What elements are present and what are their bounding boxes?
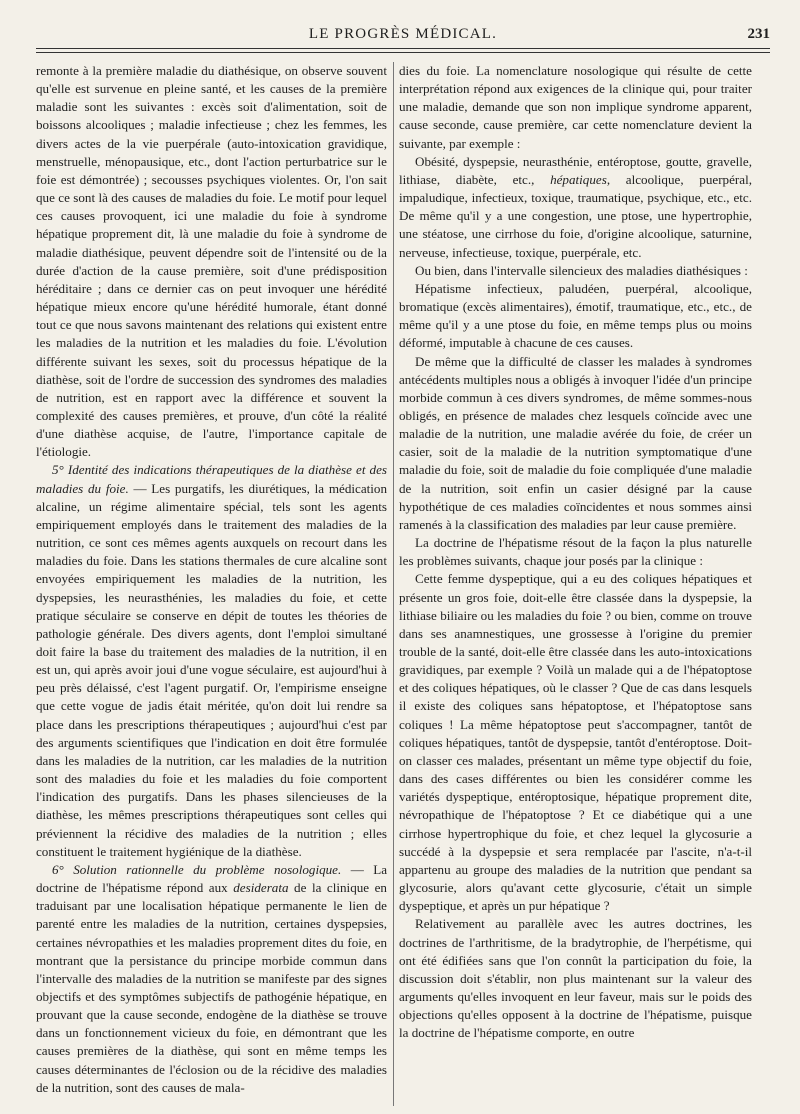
paragraph: Ou bien, dans l'intervalle silencieux des maladies diathésiques : <box>415 262 748 278</box>
paragraph: La doctrine de l'hépatisme résout de la façon la plus naturelle les problèmes suivants, chaque jour posés par la clinique : <box>399 535 752 569</box>
section-6-text-b: de la clinique en traduisant par une localisation hépatique permanente le lien de parenté entre les maladies de la nutrition, certaines dyspepsies, certaines névropathies et les maladies proprement dites du foie, en montrant que la persistance du principe morbide commun dans l'intervalle des maladies de la nutrition se manifeste par des signes objectifs et des symptômes subjectifs de pathogénie hépatique, en prouvant que la cause seconde, endogène de la diathèse se trouve dans un fonctionnement vicieux du foie, en démontrant que les causes premières de la diathèse, qui sont en même temps les causes déterminantes de l'éclosion ou de la récidive des maladies de la nutrition, sont des causes de mala- <box>36 880 387 1095</box>
section-6-text-a: — La doctrine de l'hépatisme répond aux <box>36 861 387 896</box>
paragraph: Hépatisme infectieux, paludéen, puerpéral, alcoolique, bromatique (excès alimentaires), émotif, traumatique, etc., etc., de même qu'il y a une ptose du foie, en même temps plus ou moins déformé, imputable à chacune de ces causes. <box>399 280 752 351</box>
paragraph: De même que la difficulté de classer les malades à syndromes antécédents multiples nous a obligés à invoquer l'idée d'un principe morbide commun à ces divers syndromes, de même sommes-nous obligés, en présence de malades chez lesquels coïncide avec une maladie de la nutrition, une maladie avérée du foie, de créer un casier, soit de la maladie de la nutrition symptomatique d'une maladie du foie, soit de maladie du foie compliquée d'une maladie de la nutrition, soit enfin un casier désigné par la cause hypothétique de ces maladies coïncidentes et nous sommes ainsi ramenés à la classification des maladies par leur cause première. <box>399 353 752 532</box>
paragraph: remonte à la première maladie du diathésique, on observe souvent qu'elle est survenue en pleine santé, et les causes de la première maladie sont les suivantes : excès soit d'alimentation, soit de boissons alcooliques ; maladie infectieuse ; chez les femmes, les divers actes de la vie puerpérale (auto-intoxication gravidique, menstruelle, ménopausique, etc., dont l'action perturbatrice sur le foie est démontrée) ; secousses psychiques violentes. Or, l'on sait que ce sont là des causes de maladies du foie. Le motif pour lequel ces causes provoquent, ici une maladie du foie à syndrome hépatique proprement dit, là une maladie du foie à syndrome de maladie diathésique, peuvent dépendre soit de l'intensité ou de la durée d'action de la cause première, soit d'une prédisposition héréditaire ; dans ce dernier cas on peut invoquer une hérédité hépatique mieux encore qu'une hérédité humorale, étant donné tout ce que nous savons maintenant des relations qui existent entre les maladies de la nutrition et les maladies du foie. L'évolution différente suivant les sexes, soit du processus hépatique de la diathèse, soit de l'ordre de succession des syndromes des maladies de nutrition, est en rapport avec la différence et souvent la complexité des causes premières, et prouve, d'un côté la réalité d'une diathèse acquise, de l'autre, l'importance capitale de l'étiologie. <box>36 63 387 460</box>
section-5-text: — Les purgatifs, les diurétiques, la médication alcaline, un régime alimentaire spécial, tels sont les agents empiriquement employés dans le traitement des maladies de la nutrition, ce sont ces mêmes agents auxquels on recourt dans les maladies du foie. Dans les stations thermales de cure alcaline sont envoyées empiriquement les maladies de la nutrition, les dyspepsies, les neurasthénies, les maladies du foie, et cette pratique séculaire se conserve en dépit de toutes les théories de pathologie générale. Des divers agents, dont l'emploi simultané doit faire la base du traitement des maladies de la nutrition, il en est un, qui après avoir joui d'une vogue séculaire, est aujourd'hui à peu près délaissé, c'est l'agent purgatif. Or, l'empirisme enseigne que cette vogue de jadis était méritée, qu'on doit lui rendre sa place dans les prescriptions thérapeutiques ; aujourd'hui c'est par des arguments scientifiques que l'indication en doit être formulée dans les maladies de la nutrition, car les maladies de la nutrition sont des maladies du foie et les maladies du foie comportent l'indication des purgatifs. Dans les phases silencieuses de la diathèse, les mêmes prescriptions thérapeutiques sont celles qui préviennent la récidive des maladies de la nutrition ; elles constituent le traitement hygiénique de la diathèse. <box>36 480 387 859</box>
paragraph: Relativement au parallèle avec les autres doctrines, les doctrines de l'arthritisme, de la bradytrophie, de l'herpétisme, qui ont été édifiées sans que l'on connût la participation du foie, la discussion doit s'établir, non plus maintenant sur la valeur des arguments qu'elles invoquent en leur faveur, mais sur le poids des objections qu'elles opposent à la doctrine de l'hépatisme, puisque la doctrine de l'hépatisme comporte, en outre <box>399 916 752 1041</box>
section-5-title: 5° Identité des indications thérapeutiques de la diathèse et des maladies du foie. <box>36 462 387 496</box>
paragraph-list <box>399 153 752 262</box>
paragraph: Cette femme dyspeptique, qui a eu des coliques hépatiques et présente un gros foie, doit-elle être classée dans la dyspepsie, la lithiase biliaire ou les maladies du foie ? ou bien, comme on trouve dans ses anamnestiques, une grossesse à l'origine du premier trouble de la santé, doit-elle être classée dans les auto-intoxications gravidiques, par exemple ? Voilà un malade qui a de l'hépatoptose et des coliques hépatiques, où le classer ? Que de cas dans lesquels il existe des coliques sans hépatoptose, et l'hépatoptose sans coliques ! La même hépatoptose peut s'accompagner, tantôt de coliques hépatiques, tantôt de dyspepsie, tantôt d'entéroptose. Doit-on classer ces malades, présentant un même type objectif du foie, dans des cases différentes ou bien les considérer comme les variétés dyspeptique, entéroptosique, hépatique proprement dite, névropathique de l'hépatoptose ? Et ce diabétique qui a une cirrhose hypertrophique du foie, et chez lequel la glycosurie a succédé à la dyspepsie et sera remplacée par l'ascite, n'a-t-il appartenu au groupe des maladies de la nutrition que pendant sa glycosurie, alors qu'avant cette glycosurie, c'était un simple dyspeptique, et après un pur hépatique ? <box>399 571 752 914</box>
header-rule-top <box>36 48 770 49</box>
header-rule-bottom <box>36 52 770 53</box>
right-column <box>399 62 752 1106</box>
section-6-title: 6° Solution rationnelle du problème nosologique. <box>52 861 342 877</box>
list-text-b: , alcoolique, puerpéral, impaludique, infectieux, toxique, traumatique, psychique, etc., etc. De même qu'il y a une congestion, une ptose, une hypertrophie, une stéatose, une cirrhose du foie, d'origine alcoolique, saturnine, nerveuse, infectieuse, toxique, puerpérale, etc. <box>399 171 752 260</box>
list-hepatiques: hépatiques <box>550 171 607 187</box>
journal-title: LE PROGRÈS MÉDICAL. <box>308 26 498 42</box>
section-5 <box>36 461 387 860</box>
left-column <box>36 62 387 1106</box>
page-number: 231 <box>747 26 770 42</box>
running-header <box>36 26 770 56</box>
list-text-a: Obésité, dyspepsie, neurasthénie, entéroptose, goutte, gravelle, lithiase, diabète, etc., <box>399 153 752 187</box>
paragraph: dies du foie. La nomenclature nosologique qui résulte de cette interprétation répond aux exigences de la clinique qui, pour traiter une maladie, demande que son non implique syndrome apparent, cause seconde, cause première, car cette nomenclature devient la suivante, par exemple : <box>399 63 752 151</box>
section-6-desiderata: desiderata <box>233 880 289 896</box>
section-6 <box>36 861 387 1097</box>
column-divider <box>393 62 394 1106</box>
